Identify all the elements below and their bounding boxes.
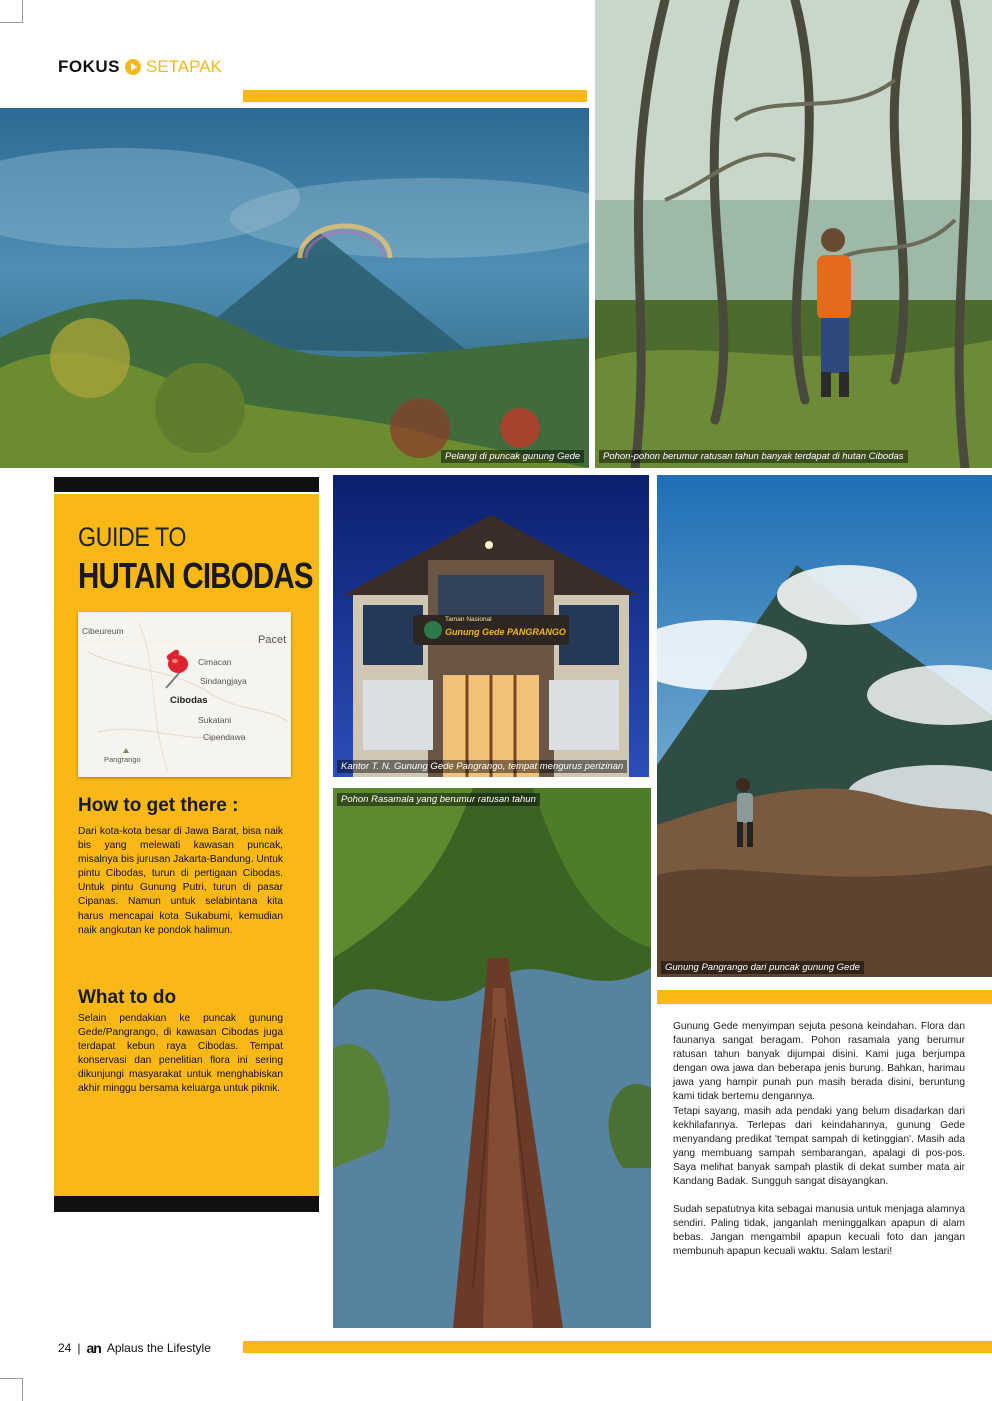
map-label-pangrango: Pangrango: [104, 755, 141, 764]
map-label-pacet: Pacet: [258, 634, 287, 646]
crop-mark-top-left: [0, 0, 23, 23]
map-label-sukatani: Sukatani: [198, 715, 232, 725]
magazine-name: Aplaus the Lifestyle: [106, 1341, 211, 1355]
guide-title-big: HUTAN CIBODAS: [78, 555, 313, 596]
article-body: [673, 1020, 965, 1260]
map-label-sindangjaya: Sindangjaya: [200, 676, 247, 686]
article-accent-bar: [657, 990, 992, 1004]
how-to-heading: How to get there :: [78, 795, 239, 816]
what-to-do-heading: What to do: [78, 987, 177, 1008]
how-to-text: Dari kota-kota besar di Jawa Barat, bisa naik bis yang melewati kawasan puncak, misalnya bis jurusan Jakarta-Bandung. Untuk pintu Cibodas, turun di pertigaan Cibodas. Untuk pintu Gunung Putri, turun di pasar Cipanas. Namun untuk selabintana kita harus mencapai kota Sukabumi, kemudian naik angkutan ke pondok halimun.: [78, 826, 283, 936]
rainbow-photo: [0, 108, 589, 468]
subsection-label: SETAPAK: [146, 57, 222, 76]
page-number: 24: [58, 1341, 72, 1355]
rainbow-caption: Pelangi di puncak gunung Gede: [441, 450, 584, 463]
panel-top-bar: [54, 477, 319, 492]
section-header: [58, 57, 222, 77]
forest-caption: Pohon-pohon berumur ratusan tahun banyak terdapat di hutan Cibodas: [599, 450, 908, 463]
crop-mark-bottom-left: [0, 1378, 23, 1401]
map-pin-icon: [156, 646, 192, 690]
map-label-cibeureum: Cibeureum: [82, 626, 124, 636]
park-office-photo: [333, 475, 649, 777]
office-caption: Kantor T. N. Gunung Gede Pangrango, tempat mengurus perizinan: [337, 760, 627, 773]
footer-accent-bar: [243, 1341, 992, 1353]
magazine-logo: an: [86, 1340, 101, 1356]
section-label: FOKUS: [58, 57, 120, 76]
panel-bottom-bar: [54, 1196, 319, 1212]
article-paragraph-2: Tetapi sayang, masih ada pendaki yang belum disadarkan dari kekhilafannya. Terlepas dari keindahannya, gunung Gede menyandang predikat 'tempat sampah di ketinggian'. Masih ada yang membuang sampah sembarangan, apalagi di pos-pos. Saya melihat banyak sampah plastik di dekat sumber mata air Kandang Badak. Sungguh sangat disayangkan.: [673, 1105, 965, 1188]
map-label-cibodas: Cibodas: [170, 695, 208, 706]
forest-hiker-photo: [595, 0, 992, 468]
footer-divider: |: [77, 1341, 81, 1355]
guide-title-small: GUIDE TO: [78, 522, 186, 552]
map-label-cimacan: Cimacan: [198, 657, 232, 667]
article-paragraph-1: Gunung Gede menyimpan sejuta pesona keindahan. Flora dan faunanya sangat beragam. Pohon rasamala yang berumur ratusan tahun banyak dijumpai disini. Kami juga berjumpa dengan owa jawa dan beberapa jenis burung. Bahkan, harimau jawa yang hampir punah pun masih berada disini, beruntung kami tidak bertemu dengannya.: [673, 1021, 965, 1103]
header-accent-bar: [243, 90, 587, 102]
what-to-do-text: Selain pendakian ke puncak gunung Gede/Pangrango, di kawasan Cibodas juga terdapat kebun raya Cibodas. Tempat konservasi dan penelitian flora ini sering dikunjungi masyarakat untuk menghabiskan akhir minggu bersama keluarga untuk piknik.: [78, 1013, 283, 1095]
page-footer: [58, 1340, 211, 1356]
rasamala-tree-photo: [333, 788, 651, 1328]
map-label-cipendawa: Cipendawa: [203, 732, 246, 742]
article-paragraph-3: Sudah sepatutnya kita sebagai manusia untuk menjaga alamnya sendiri. Paling tidak, janganlah meninggalkan apapun di alam bebas. Jangan mengambil apapun kecuali foto dan jangan membunuh apapun kecuali waktu. Salam lestari!: [673, 1204, 965, 1258]
play-circle-icon: [125, 59, 141, 75]
pangrango-photo: [657, 475, 992, 977]
office-sign-top: Taman Nasional: [445, 616, 492, 623]
rasamala-caption: Pohon Rasamala yang berumur ratusan tahun: [337, 793, 540, 806]
pangrango-caption: Gunung Pangrango dari puncak gunung Gede: [661, 961, 864, 974]
location-map: [78, 612, 291, 777]
office-sign-main: Gunung Gede PANGRANGO: [445, 627, 566, 637]
